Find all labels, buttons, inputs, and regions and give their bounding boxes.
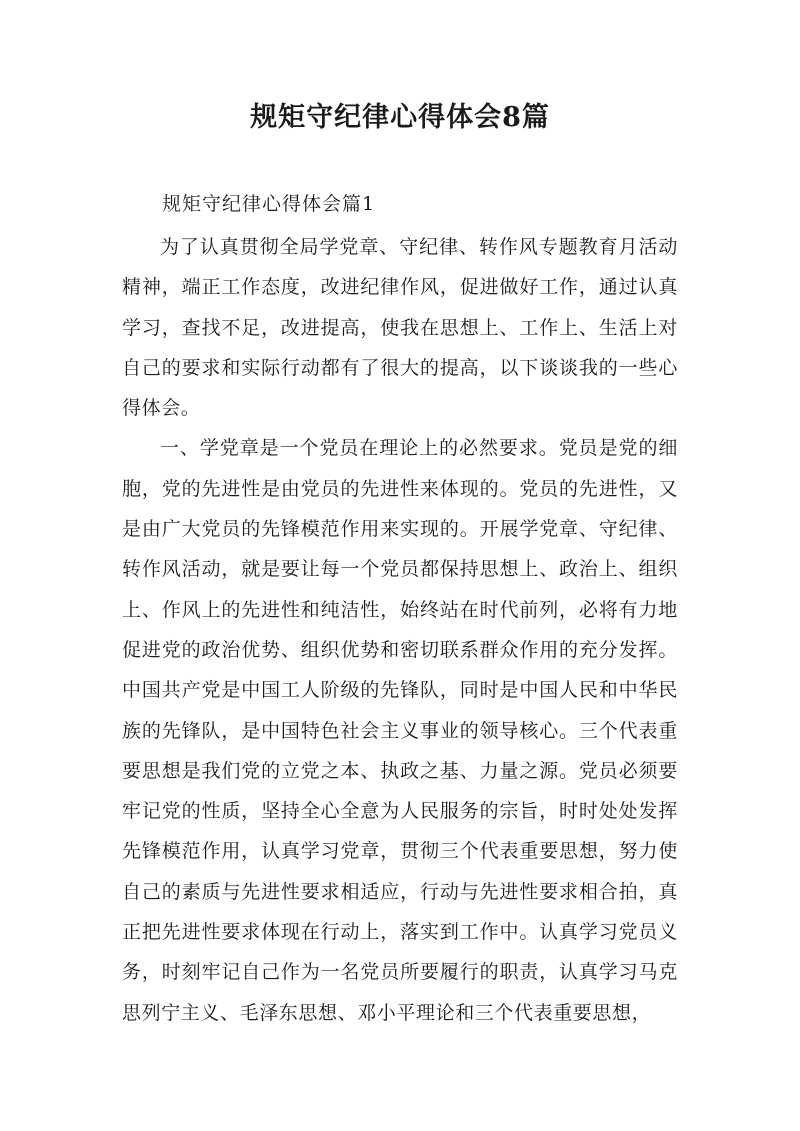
document-body xyxy=(122,227,678,1033)
section-heading: 规矩守纪律心得体会篇1 xyxy=(162,193,376,215)
paragraph-intro: 为了认真贯彻全局学党章、守纪律、转作风专题教育月活动精神，端正工作态度，改进纪律作风，促进做好工作，通过认真学习，查找不足，改进提高，使我在思想上、工作上、生活上对自己的要求和实际行动都有了很大的提高，以下谈谈我的一些心得体会。 xyxy=(122,236,678,420)
paragraph-party-constitution: 一、学党章是一个党员在理论上的必然要求。党员是党的细胞，党的先进性是由党员的先进性来体现的。党员的先进性，又是由广大党员的先锋模范作用来实现的。开展学党章、守纪律、转作风活动，就是要让每一个党员都保持思想上、政治上、组织上、作风上的先进性和纯洁性，始终站在时代前列，必将有力地促进党的政治优势、组织优势和密切联系群众作用的充分发挥。中国共产党是中国工人阶级的先锋队，同时是中国人民和中华民族的先锋队，是中国特色社会主义事业的领导核心。三个代表重要思想是我们党的立党之本、执政之基、力量之源。党员必须要牢记党的性质，坚持全心全意为人民服务的宗旨，时时处处发挥先锋模范作用，认真学习党章，贯彻三个代表重要思想，努力使自己的素质与先进性要求相适应，行动与先进性要求相合拍，真正把先进性要求体现在行动上，落实到工作中。认真学习党员义务，时刻牢记自己作为一名党员所要履行的职责，认真学习马克思列宁主义、毛泽东思想、邓小平理论和三个代表重要思想， xyxy=(122,437,678,1024)
document-title: 规矩守纪律心得体会8篇 xyxy=(250,102,550,133)
